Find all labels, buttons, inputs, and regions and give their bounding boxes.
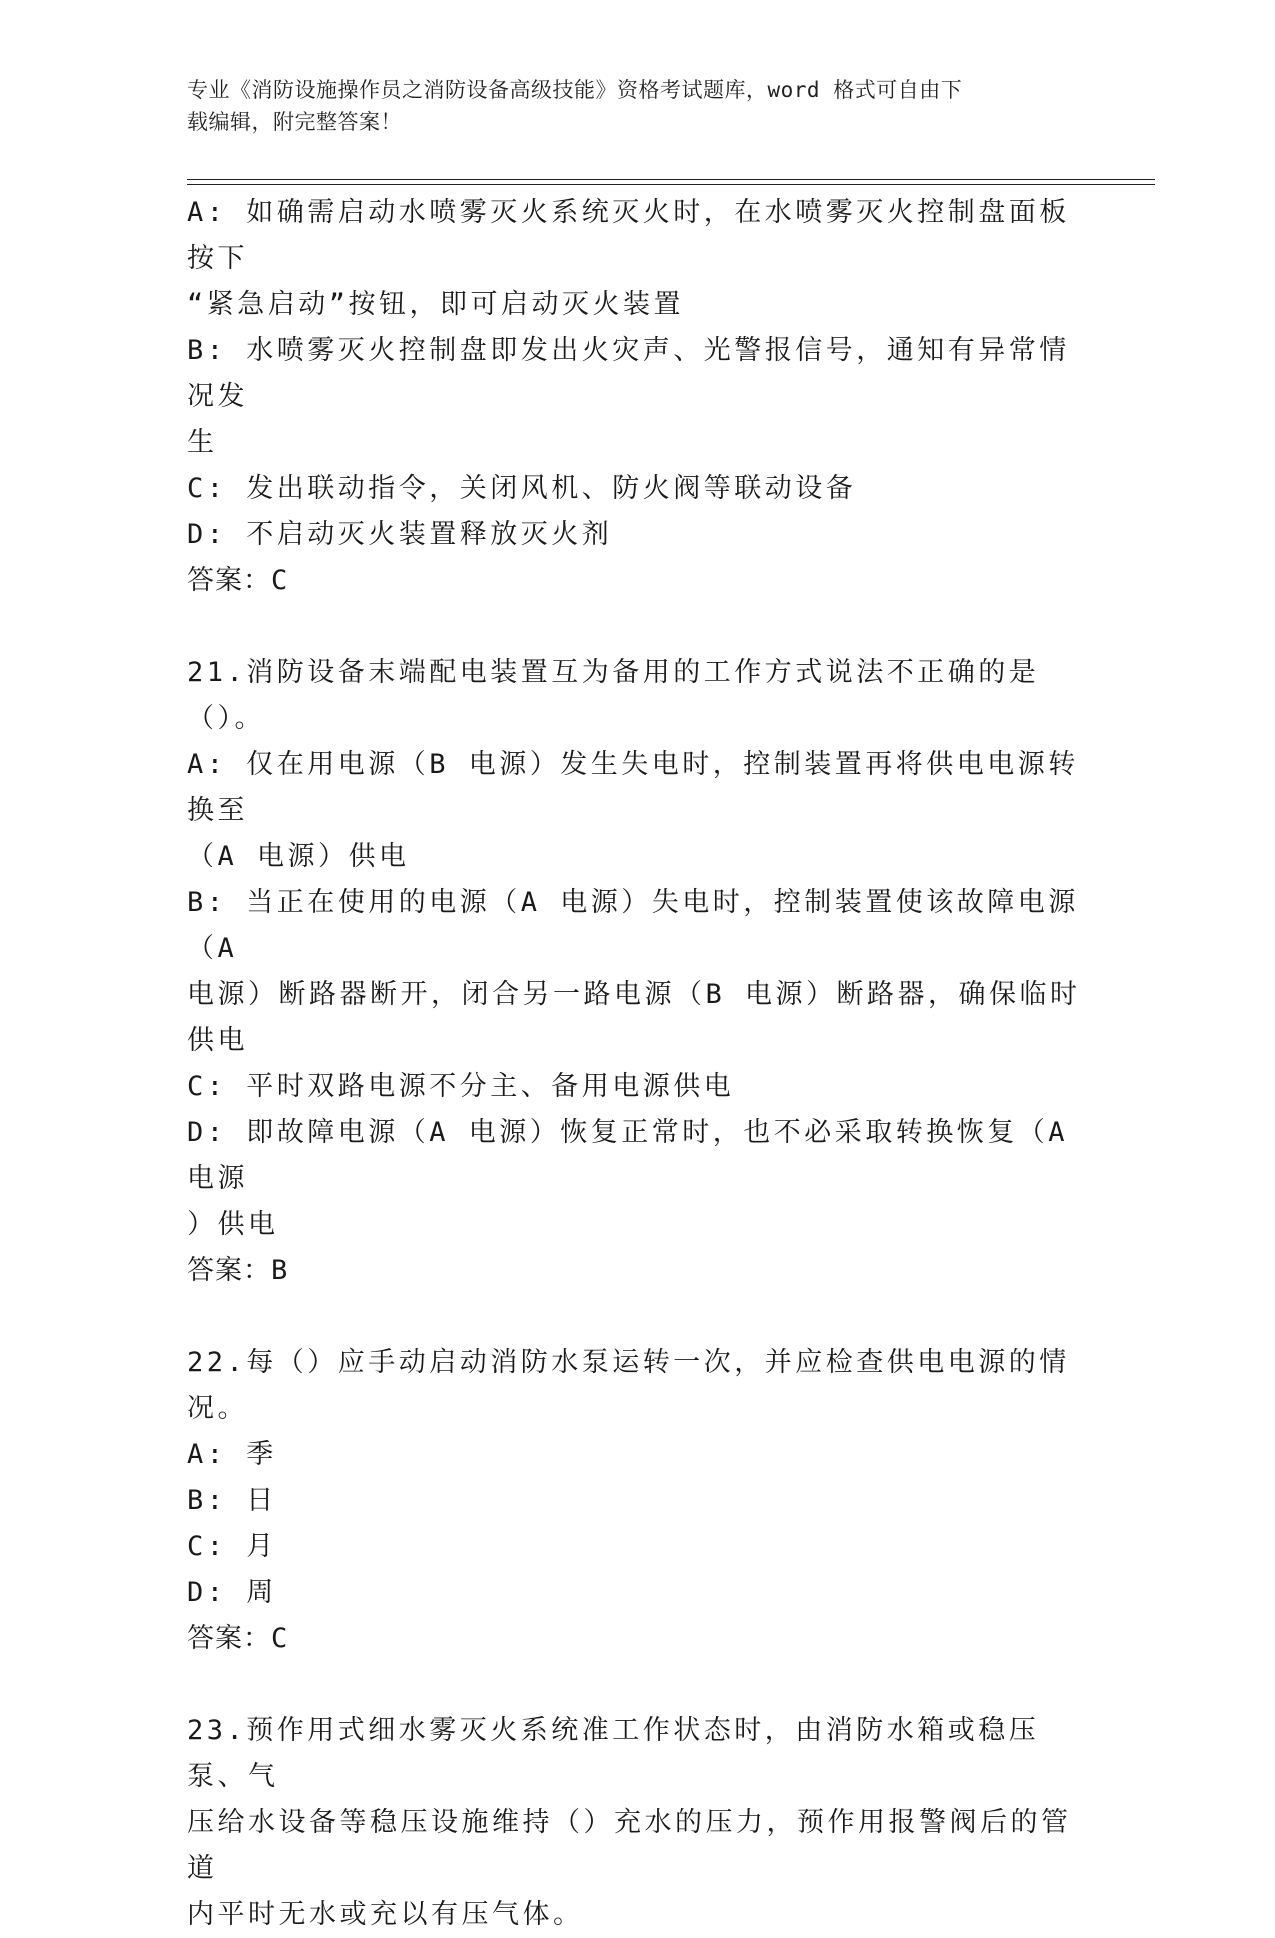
question-21 xyxy=(187,650,1087,1294)
q22-option-d: D: 周 xyxy=(187,1577,277,1608)
q22-question: 22.每（）应手动启动消防水泵运转一次，并应检查供电电源的情况。 xyxy=(187,1347,1070,1424)
q22-option-a: A: 季 xyxy=(187,1439,277,1470)
q23-question-line-2: 压给水设备等稳压设施维持（）充水的压力，预作用报警阀后的管道 xyxy=(187,1807,1072,1884)
document-header xyxy=(187,74,1087,138)
q20-answer-label: 答案： xyxy=(187,565,271,596)
q21-answer-value: B xyxy=(271,1255,289,1286)
header-line-1: 专业《消防设施操作员之消防设备高级技能》资格考试题库，word 格式可自由下 xyxy=(187,78,963,102)
q20-answer-value: C xyxy=(271,565,289,596)
q20-option-b-line-1: B: 水喷雾灭火控制盘即发出火灾声、光警报信号，通知有异常情况发 xyxy=(187,335,1070,412)
header-rule-bottom xyxy=(187,184,1155,185)
q21-option-c: C: 平时双路电源不分主、备用电源供电 xyxy=(187,1071,735,1102)
q22-answer xyxy=(187,1616,1087,1662)
question-23 xyxy=(187,1708,1087,1938)
q21-answer-label: 答案： xyxy=(187,1255,271,1286)
q21-answer xyxy=(187,1248,1087,1294)
q20-option-c: C: 发出联动指令，关闭风机、防火阀等联动设备 xyxy=(187,473,857,504)
q21-option-d-line-1: D: 即故障电源（A 电源）恢复正常时，也不必采取转换恢复（A 电源 xyxy=(187,1117,1069,1194)
header-line-2: 载编辑，附完整答案！ xyxy=(187,110,402,134)
q20-answer xyxy=(187,558,1087,604)
q21-question: 21.消防设备末端配电装置互为备用的工作方式说法不正确的是（）。 xyxy=(187,657,1040,734)
q21-option-b-line-1: B: 当正在使用的电源（A 电源）失电时，控制装置使该故障电源（A xyxy=(187,887,1079,964)
q22-option-c: C: 月 xyxy=(187,1531,277,1562)
header-rule-top xyxy=(187,179,1155,180)
document-body xyxy=(187,190,1087,1938)
q20-option-d: D: 不启动灭火装置释放灭火剂 xyxy=(187,519,613,550)
q20-option-b-line-2: 生 xyxy=(187,427,218,458)
q21-option-d-line-2: ）供电 xyxy=(187,1209,279,1240)
q20-option-a-line-1: A: 如确需启动水喷雾灭火系统灭火时，在水喷雾灭火控制盘面板按下 xyxy=(187,197,1070,274)
q23-question-line-1: 23.预作用式细水雾灭火系统准工作状态时，由消防水箱或稳压泵、气 xyxy=(187,1715,1040,1792)
q23-question-line-3: 内平时无水或充以有压气体。 xyxy=(187,1899,584,1930)
q22-option-b: B: 日 xyxy=(187,1485,277,1516)
q22-answer-label: 答案： xyxy=(187,1623,271,1654)
question-20 xyxy=(187,190,1087,604)
q21-option-b-line-2: 电源）断路器断开，闭合另一路电源（B 电源）断路器，确保临时供电 xyxy=(187,979,1081,1056)
q21-option-a-line-1: A: 仅在用电源（B 电源）发生失电时，控制装置再将供电电源转换至 xyxy=(187,749,1079,826)
question-22 xyxy=(187,1340,1087,1662)
q22-answer-value: C xyxy=(271,1623,289,1654)
q21-option-a-line-2: （A 电源）供电 xyxy=(187,841,410,872)
q20-option-a-line-2: “紧急启动”按钮，即可启动灭火装置 xyxy=(187,289,685,320)
